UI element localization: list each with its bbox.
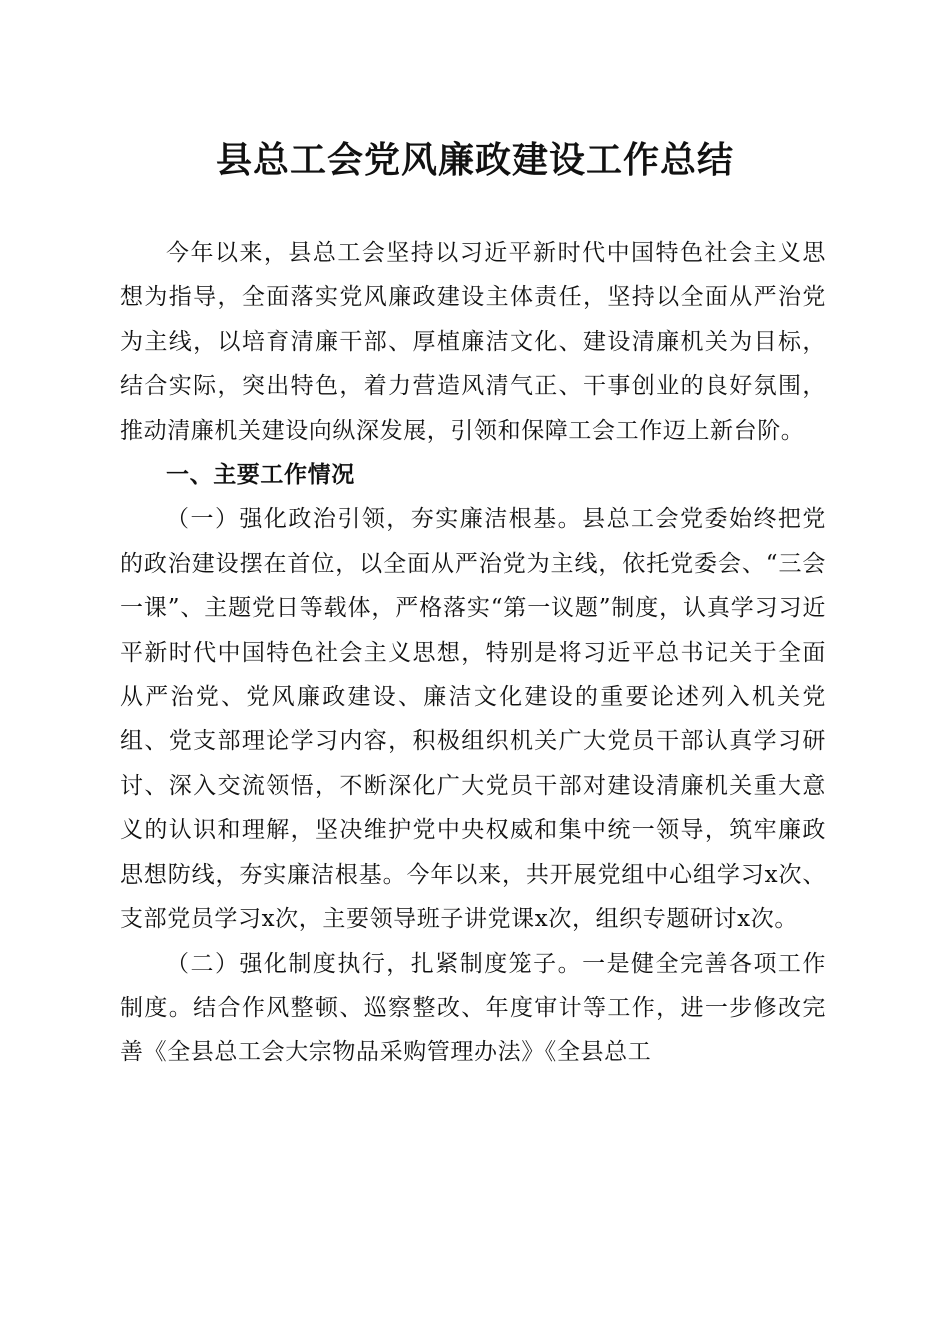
section-heading: 一、主要工作情况 xyxy=(166,462,355,489)
section-paragraph-political: （一）强化政治引领，夯实廉洁根基。县总工会党委始终把党的政治建设摆在首位，以全面从严治党为主线，依托党委会、“三会一课”、主题党日等载体，严格落实“第一议题”制度，认真学习习近平新时代中国特色社会主义思想，特别是将习近平总书记关于全面从严治党、党风廉政建设、廉洁文化建设的重要论述列入机关党组、党支部理论学习内容，积极组织机关广大党员干部认真学习研讨、深入交流领悟，不断深化广大党员干部对建设清廉机关重大意义的认识和理解，坚决维护党中央权威和集中统一领导，筑牢廉政思想防线，夯实廉洁根基。今年以来，共开展党组中心组学习x次、支部党员学习x次，主要领导班子讲党课x次，组织专题研讨x次。 xyxy=(120,506,826,933)
intro-paragraph: 今年以来，县总工会坚持以习近平新时代中国特色社会主义思想为指导，全面落实党风廉政建设主体责任，坚持以全面从严治党为主线，以培育清廉干部、厚植廉洁文化、建设清廉机关为目标，结合实际，突出特色，着力营造风清气正、干事创业的良好氛围，推动清廉机关建设向纵深发展，引领和保障工会工作迈上新台阶。 xyxy=(120,240,826,444)
document-title: 县总工会党风廉政建设工作总结 xyxy=(215,139,734,181)
section-paragraph-system: （二）强化制度执行，扎紧制度笼子。一是健全完善各项工作制度。结合作风整顿、巡察整改、年度审计等工作，进一步修改完善《全县总工会大宗物品采购管理办法》《全县总工 xyxy=(120,950,826,1066)
document-body xyxy=(120,231,826,1075)
